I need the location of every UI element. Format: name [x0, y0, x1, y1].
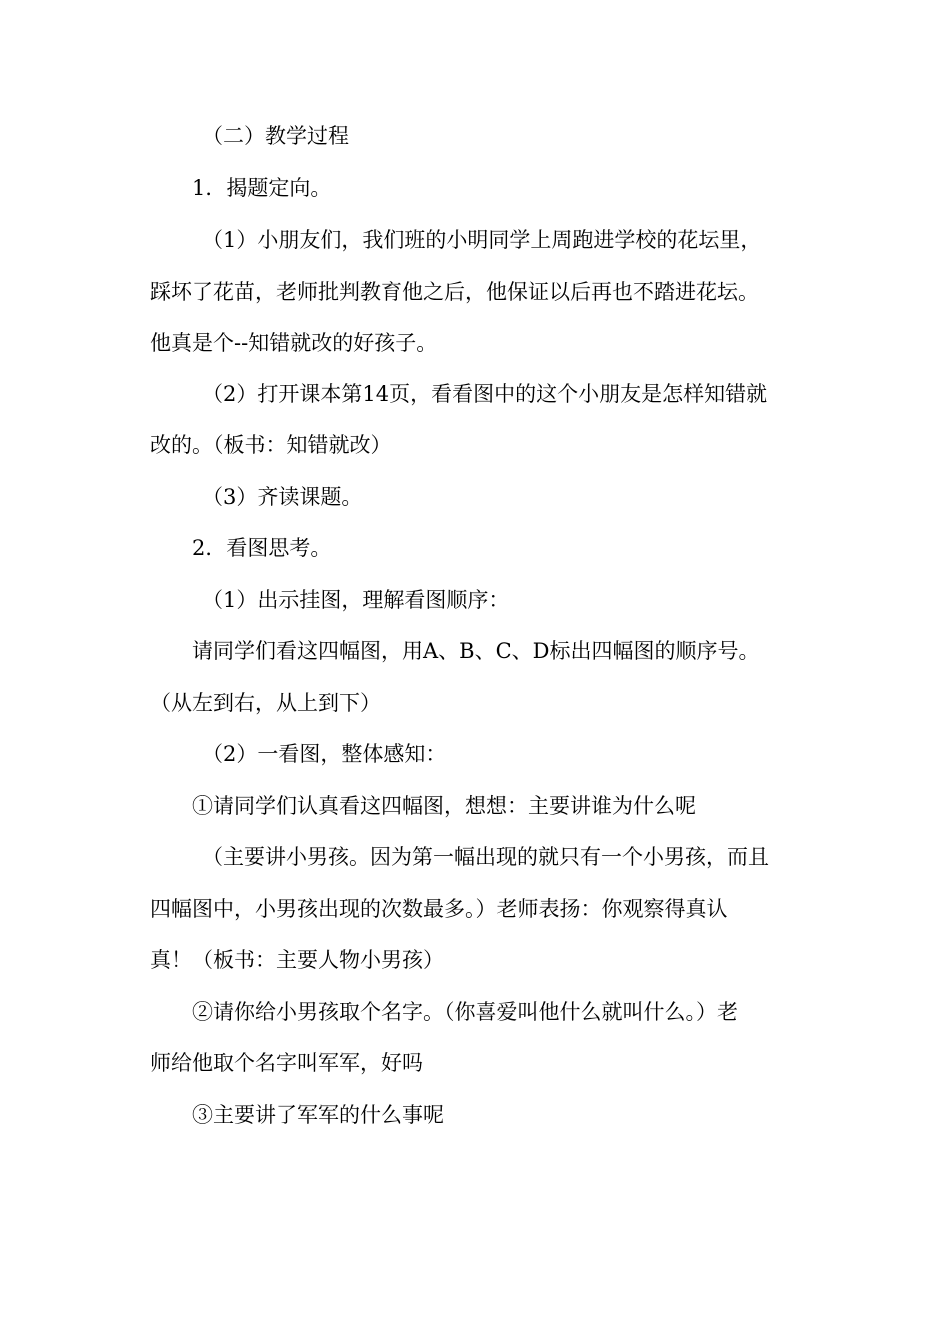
- paragraph-line: （1）小朋友们，我们班的小明同学上周跑进学校的花坛里，: [202, 228, 762, 252]
- section-heading: （二）教学过程: [202, 124, 349, 148]
- paragraph-line: （主要讲小男孩。因为第一幅出现的就只有一个小男孩，而且: [202, 845, 769, 869]
- paragraph-line: 请同学们看这四幅图，用A、B、C、D标出四幅图的顺序号。: [192, 639, 760, 663]
- paragraph-line: （3）齐读课题。: [202, 485, 363, 509]
- paragraph-line: ③主要讲了军军的什么事呢: [192, 1103, 444, 1127]
- paragraph-line: （从左到右，从上到下）: [150, 691, 381, 715]
- paragraph-line: ②请你给小男孩取个名字。（你喜爱叫他什么就叫什么。）老: [192, 1000, 738, 1024]
- step-heading: 1．揭题定向。: [192, 176, 332, 200]
- paragraph-line: （2）一看图，整体感知：: [202, 742, 447, 766]
- paragraph-line: 四幅图中，小男孩出现的次数最多。）老师表扬：你观察得真认: [150, 897, 728, 921]
- paragraph-line: 踩坏了花苗，老师批判教育他之后，他保证以后再也不踏进花坛。: [150, 280, 759, 304]
- paragraph-line: （1）出示挂图，理解看图顺序：: [202, 588, 510, 612]
- paragraph-line: （2）打开课本第14页，看看图中的这个小朋友是怎样知错就: [202, 382, 768, 406]
- step-heading: 2．看图思考。: [192, 536, 332, 560]
- paragraph-line: 师给他取个名字叫军军，好吗: [150, 1051, 423, 1075]
- paragraph-line: ①请同学们认真看这四幅图，想想：主要讲谁为什么呢: [192, 794, 696, 818]
- paragraph-line: 真！（板书：主要人物小男孩）: [150, 948, 444, 972]
- paragraph-line: 他真是个--知错就改的好孩子。: [150, 331, 438, 355]
- paragraph-line: 改的。（板书：知错就改）: [150, 433, 392, 457]
